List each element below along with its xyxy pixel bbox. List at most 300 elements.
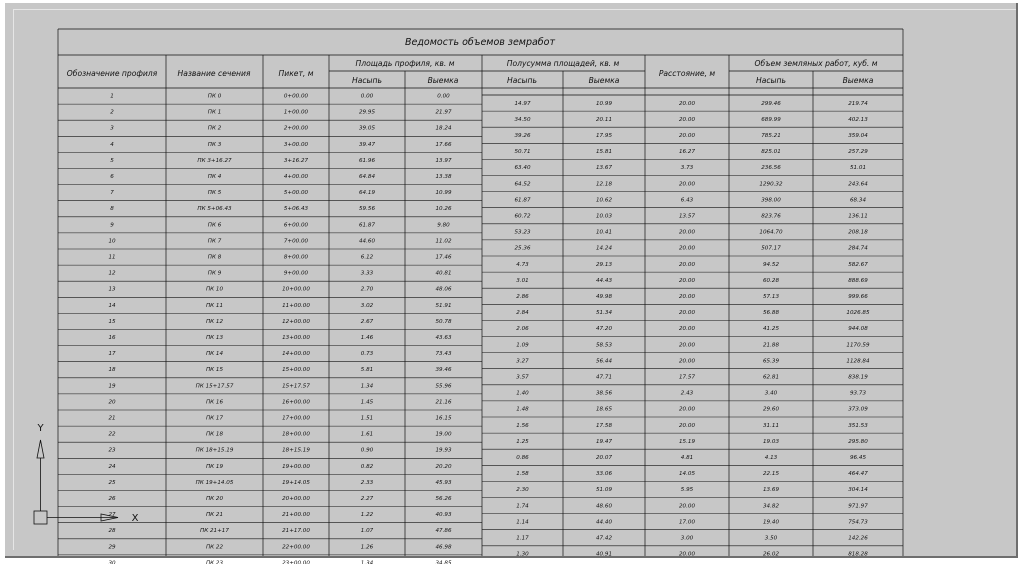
row-halfsum-fill: 64.52: [514, 181, 531, 188]
header-profile: Обозначение профиля: [66, 69, 158, 78]
ucs-axis-icon[interactable]: [34, 440, 118, 524]
row-area-fill: 44.60: [358, 238, 376, 245]
row-number: 16: [108, 335, 116, 341]
row-distance: 20.00: [678, 116, 696, 123]
row-volume-fill: 19.03: [762, 438, 780, 445]
row-area-cut: 21.97: [435, 109, 452, 116]
row-area-fill: 1.26: [360, 544, 374, 551]
row-section: ПК 10: [205, 286, 224, 293]
row-halfsum-fill: 60.72: [514, 213, 531, 220]
row-area-cut: 40.93: [435, 512, 452, 519]
row-piket: 9+00.00: [283, 270, 309, 277]
header-volume-fill: Насыпь: [756, 76, 786, 85]
row-area-fill: 29.95: [358, 109, 376, 116]
row-halfsum-cut: 19.47: [595, 438, 613, 445]
drawing-canvas[interactable]: [5, 3, 1016, 564]
row-piket: 16+00.00: [282, 399, 310, 406]
row-piket: 15+17.57: [282, 383, 310, 390]
row-volume-fill: 1064.70: [759, 229, 783, 236]
row-area-fill: 39.47: [358, 141, 376, 148]
row-halfsum-fill: 4.73: [516, 261, 529, 268]
row-area-fill: 64.19: [358, 190, 376, 197]
row-number: 27: [108, 512, 116, 519]
row-piket: 5+06.43: [283, 206, 309, 213]
row-volume-cut: 944.08: [848, 326, 868, 333]
row-area-fill: 1.34: [360, 383, 374, 390]
row-volume-cut: 93.73: [849, 390, 867, 397]
header-halfsum: Полусумма площадей, кв. м: [506, 59, 620, 68]
row-piket: 21+17.00: [282, 528, 310, 535]
row-area-cut: 16.15: [435, 415, 452, 422]
row-distance: 3.73: [680, 165, 694, 172]
row-area-fill: 61.96: [358, 157, 376, 164]
row-piket: 14+00.00: [282, 351, 310, 358]
row-volume-fill: 26.02: [762, 551, 780, 558]
row-piket: 10+00.00: [282, 286, 310, 293]
row-halfsum-fill: 1.17: [516, 535, 529, 542]
row-number: 26: [108, 496, 116, 502]
row-number: 24: [108, 463, 116, 470]
ucs-y-arrow-icon: [37, 440, 44, 458]
row-distance: 5.95: [680, 487, 694, 494]
row-volume-fill: 823.76: [761, 213, 781, 220]
row-area-cut: 43.63: [435, 335, 452, 341]
row-distance: 20.00: [678, 342, 696, 349]
row-number: 29: [108, 544, 116, 551]
row-halfsum-cut: 10.41: [595, 229, 613, 236]
row-area-fill: 64.84: [358, 174, 376, 180]
row-piket: 22+00.00: [282, 544, 310, 551]
row-piket: 7+00.00: [283, 238, 309, 245]
row-piket: 3+16.27: [283, 157, 309, 164]
row-area-fill: 0.82: [360, 463, 374, 470]
row-area-cut: 20.20: [435, 463, 452, 470]
row-area-cut: 13.38: [435, 174, 452, 180]
row-section: ПК 23: [205, 560, 224, 564]
row-volume-cut: 754.73: [848, 519, 868, 526]
row-piket: 17+00.00: [282, 415, 310, 422]
row-section: ПК 11: [205, 302, 224, 309]
row-section: ПК 16: [205, 399, 224, 406]
row-number: 19: [108, 383, 116, 390]
row-volume-cut: 243.64: [848, 181, 868, 188]
row-halfsum-fill: 2.06: [516, 326, 529, 333]
header-section: Название сечения: [177, 69, 251, 78]
row-volume-fill: 825.01: [761, 149, 781, 156]
row-number: 28: [108, 528, 116, 535]
row-area-cut: 48.06: [435, 286, 452, 293]
row-distance: 20.00: [678, 181, 696, 188]
row-volume-fill: 34.82: [762, 503, 780, 510]
row-section: ПК 1: [207, 109, 222, 116]
row-halfsum-cut: 10.03: [595, 213, 613, 220]
row-number: 21: [108, 415, 116, 422]
row-volume-cut: 136.11: [848, 213, 868, 220]
row-number: 6: [110, 174, 114, 180]
row-halfsum-cut: 40.91: [595, 551, 613, 558]
row-halfsum-fill: 0.86: [516, 455, 529, 461]
row-piket: 21+00.00: [282, 512, 310, 519]
header-area-cut: Выемка: [427, 76, 459, 85]
header-halfsum-fill: Насыпь: [507, 76, 537, 85]
row-halfsum-fill: 1.30: [516, 551, 529, 558]
row-section: ПК 3: [207, 141, 222, 148]
row-halfsum-cut: 17.58: [595, 422, 613, 429]
row-distance: 6.43: [680, 197, 694, 204]
row-halfsum-cut: 33.06: [595, 471, 613, 478]
row-number: 25: [108, 479, 116, 486]
table-title: Ведомость объемов земработ: [404, 37, 556, 48]
row-volume-cut: 257.29: [848, 149, 868, 156]
row-volume-fill: 785.21: [761, 133, 781, 139]
row-number: 7: [110, 190, 114, 197]
row-halfsum-fill: 1.25: [516, 438, 529, 445]
ucs-x-label: X: [131, 513, 139, 524]
row-distance: 20.00: [678, 326, 696, 333]
row-volume-fill: 3.40: [764, 390, 778, 397]
row-number: 8: [110, 206, 114, 213]
header-piket: Пикет, м: [278, 69, 314, 78]
row-halfsum-cut: 17.95: [595, 133, 613, 139]
row-halfsum-fill: 1.48: [516, 406, 529, 413]
row-section: ПК 15+17.57: [195, 383, 234, 390]
row-volume-fill: 41.25: [762, 326, 780, 333]
row-area-fill: 1.45: [360, 399, 374, 406]
row-section: ПК 12: [205, 318, 224, 325]
row-number: 9: [110, 222, 114, 229]
row-area-cut: 17.66: [435, 141, 452, 148]
row-halfsum-cut: 38.56: [595, 390, 613, 397]
row-volume-fill: 60.28: [762, 277, 780, 284]
row-area-fill: 39.05: [358, 125, 376, 132]
row-volume-fill: 57.13: [762, 294, 780, 300]
row-piket: 20+00.00: [282, 496, 310, 502]
row-piket: 8+00.00: [283, 254, 309, 261]
row-volume-cut: 838.19: [848, 374, 868, 381]
row-section: ПК 9: [207, 270, 222, 277]
row-halfsum-fill: 14.97: [514, 100, 531, 107]
row-piket: 6+00.00: [283, 222, 309, 229]
row-halfsum-fill: 1.56: [516, 422, 529, 429]
row-number: 12: [108, 270, 116, 277]
row-volume-fill: 62.81: [762, 374, 780, 381]
row-halfsum-cut: 15.81: [595, 149, 613, 156]
row-halfsum-fill: 63.40: [514, 165, 531, 172]
row-volume-cut: 999.66: [848, 294, 868, 300]
row-volume-cut: 351.53: [848, 422, 868, 429]
row-volume-fill: 13.69: [762, 487, 780, 494]
row-halfsum-fill: 34.50: [514, 116, 531, 123]
row-number: 14: [108, 302, 116, 309]
row-volume-cut: 304.14: [848, 487, 868, 494]
row-area-cut: 19.93: [435, 447, 452, 454]
row-distance: 20.00: [678, 358, 696, 365]
row-number: 1: [110, 93, 114, 100]
row-piket: 13+00.00: [282, 335, 310, 341]
row-area-fill: 2.33: [360, 479, 374, 486]
row-volume-cut: 818.28: [848, 551, 868, 558]
row-section: ПК 7: [207, 238, 222, 245]
row-piket: 3+00.00: [283, 141, 309, 148]
row-volume-cut: 1170.59: [846, 342, 870, 349]
row-halfsum-cut: 12.18: [595, 181, 613, 188]
row-section: ПК 21+17: [200, 528, 229, 535]
row-volume-cut: 219.74: [848, 100, 868, 107]
row-section: ПК 5: [207, 190, 222, 197]
row-halfsum-cut: 10.99: [595, 100, 613, 107]
row-distance: 20.00: [678, 551, 696, 558]
row-piket: 12+00.00: [282, 318, 310, 325]
row-halfsum-cut: 14.24: [595, 245, 613, 252]
row-distance: 13.57: [678, 213, 696, 220]
row-area-cut: 9.80: [437, 222, 450, 229]
row-distance: 20.00: [678, 406, 696, 413]
row-volume-fill: 65.39: [762, 358, 780, 365]
row-halfsum-fill: 2.84: [516, 310, 529, 317]
row-number: 4: [110, 141, 114, 148]
row-halfsum-cut: 58.53: [595, 342, 613, 349]
row-area-fill: 1.61: [360, 431, 374, 438]
row-area-fill: 61.87: [358, 222, 376, 229]
row-area-fill: 1.34: [360, 560, 374, 564]
row-volume-cut: 68.34: [849, 197, 867, 204]
row-halfsum-fill: 3.57: [516, 374, 529, 381]
row-distance: 20.00: [678, 100, 696, 107]
row-section: ПК 18: [205, 431, 224, 438]
row-distance: 14.05: [678, 471, 696, 478]
row-halfsum-fill: 1.14: [516, 519, 529, 526]
row-volume-fill: 29.60: [762, 406, 780, 413]
row-volume-cut: 359.04: [848, 133, 868, 139]
row-halfsum-fill: 3.01: [516, 277, 529, 284]
row-distance: 20.00: [678, 261, 696, 268]
row-distance: 17.57: [678, 374, 696, 381]
row-volume-cut: 1128.84: [846, 358, 870, 365]
row-area-cut: 10.26: [435, 206, 452, 213]
row-number: 10: [108, 238, 116, 245]
row-piket: 23+00.00: [282, 560, 310, 564]
row-number: 11: [108, 254, 116, 261]
row-halfsum-fill: 1.09: [516, 342, 529, 349]
row-number: 18: [108, 367, 116, 374]
row-section: ПК 3+16.27: [197, 157, 232, 164]
row-number: 17: [108, 351, 116, 358]
ucs-y-label: Y: [37, 423, 44, 434]
row-volume-fill: 22.15: [762, 471, 780, 478]
row-volume-cut: 295.80: [848, 438, 868, 445]
row-halfsum-fill: 3.27: [516, 358, 529, 365]
row-piket: 15+00.00: [282, 367, 310, 374]
row-halfsum-fill: 39.26: [514, 133, 531, 139]
row-volume-cut: 464.47: [848, 471, 868, 478]
row-section: ПК 2: [207, 125, 222, 132]
row-volume-fill: 3.50: [764, 535, 778, 542]
row-halfsum-fill: 2.30: [516, 487, 529, 494]
row-distance: 4.81: [680, 455, 694, 461]
row-area-fill: 0.73: [360, 351, 374, 358]
header-area-fill: Насыпь: [352, 76, 382, 85]
row-number: 22: [108, 431, 116, 438]
row-number: 2: [110, 109, 114, 116]
row-section: ПК 13: [205, 335, 224, 341]
row-number: 23: [108, 447, 116, 454]
row-distance: 2.43: [680, 390, 694, 397]
row-area-cut: 51.91: [435, 302, 452, 309]
row-number: 30: [108, 560, 116, 564]
row-halfsum-cut: 13.67: [595, 165, 613, 172]
row-area-fill: 0.90: [360, 447, 374, 454]
row-distance: 20.00: [678, 310, 696, 317]
row-section: ПК 5+06.43: [197, 206, 232, 213]
row-distance: 3.00: [680, 535, 694, 542]
row-area-cut: 50.78: [435, 318, 452, 325]
row-volume-fill: 507.17: [761, 245, 781, 252]
row-area-fill: 3.33: [360, 270, 374, 277]
row-area-cut: 55.96: [435, 383, 452, 390]
row-area-cut: 13.97: [435, 157, 452, 164]
row-volume-cut: 888.69: [848, 277, 868, 284]
row-volume-fill: 236.56: [761, 165, 781, 172]
row-piket: 18+00.00: [282, 431, 310, 438]
row-area-fill: 1.51: [360, 415, 374, 422]
row-distance: 20.00: [678, 294, 696, 300]
row-area-fill: 1.22: [360, 512, 374, 519]
row-section: ПК 8: [207, 254, 222, 261]
row-halfsum-cut: 20.07: [595, 455, 613, 461]
row-halfsum-cut: 47.71: [595, 374, 613, 381]
row-distance: 20.00: [678, 245, 696, 252]
row-number: 13: [108, 286, 116, 293]
row-piket: 4+00.00: [283, 174, 309, 180]
row-section: ПК 19+14.05: [195, 479, 234, 486]
row-volume-fill: 56.88: [762, 310, 780, 317]
row-distance: 17.00: [678, 519, 696, 526]
row-number: 3: [110, 125, 114, 132]
row-volume-fill: 94.52: [762, 261, 780, 268]
row-distance: 20.00: [678, 229, 696, 236]
row-distance: 20.00: [678, 133, 696, 139]
row-area-fill: 2.27: [360, 496, 374, 502]
row-halfsum-cut: 20.11: [595, 116, 613, 123]
row-section: ПК 20: [205, 496, 224, 502]
row-halfsum-cut: 48.60: [595, 503, 613, 510]
row-number: 15: [108, 318, 116, 325]
row-area-cut: 18.24: [435, 125, 452, 132]
row-area-fill: 1.46: [360, 335, 374, 341]
row-section: ПК 0: [207, 93, 222, 100]
row-volume-cut: 96.45: [849, 455, 867, 461]
row-halfsum-fill: 1.58: [516, 471, 529, 478]
row-volume-cut: 402.13: [848, 116, 868, 123]
header-volume-cut: Выемка: [842, 76, 874, 85]
row-halfsum-fill: 1.74: [516, 503, 529, 510]
row-halfsum-fill: 25.36: [514, 245, 531, 252]
row-halfsum-cut: 51.09: [595, 487, 613, 494]
row-volume-cut: 284.74: [848, 245, 868, 252]
row-piket: 19+14.05: [282, 479, 310, 486]
row-volume-cut: 971.97: [848, 503, 868, 510]
row-halfsum-fill: 50.71: [514, 149, 531, 156]
row-halfsum-fill: 1.40: [516, 390, 529, 397]
row-volume-cut: 373.09: [848, 406, 868, 413]
row-area-cut: 46.98: [435, 544, 452, 551]
cad-viewport[interactable]: [5, 3, 1018, 564]
row-distance: 16.27: [678, 149, 696, 156]
row-area-cut: 73.43: [435, 351, 452, 358]
row-area-cut: 34.85: [435, 560, 452, 564]
row-area-fill: 6.12: [360, 254, 374, 261]
row-piket: 0+00.00: [283, 93, 309, 100]
row-section: ПК 22: [205, 544, 224, 551]
row-piket: 19+00.00: [282, 463, 310, 470]
row-volume-fill: 31.11: [762, 422, 780, 429]
header-distance: Расстояние, м: [658, 69, 716, 78]
row-halfsum-cut: 56.44: [595, 358, 613, 365]
row-area-fill: 59.56: [358, 206, 376, 213]
row-halfsum-fill: 53.23: [514, 229, 531, 236]
row-halfsum-cut: 29.13: [595, 261, 613, 268]
row-distance: 20.00: [678, 503, 696, 510]
row-volume-cut: 51.01: [849, 165, 867, 172]
row-distance: 20.00: [678, 277, 696, 284]
row-volume-cut: 208.18: [848, 229, 868, 236]
row-section: ПК 18+15.19: [195, 447, 234, 454]
row-distance: 20.00: [678, 422, 696, 429]
row-area-fill: 2.70: [360, 286, 374, 293]
row-volume-cut: 1026.85: [846, 310, 870, 317]
row-number: 20: [108, 399, 116, 406]
row-volume-fill: 689.99: [761, 116, 781, 123]
row-halfsum-cut: 44.43: [595, 277, 613, 284]
row-volume-fill: 398.00: [761, 197, 781, 204]
row-section: ПК 17: [205, 415, 224, 422]
header-volume: Объем земляных работ, куб. м: [754, 59, 878, 68]
row-area-cut: 47.86: [435, 528, 452, 535]
row-volume-fill: 19.40: [762, 519, 780, 526]
row-section: ПК 15: [205, 367, 224, 374]
row-number: 5: [110, 157, 114, 164]
row-piket: 18+15.19: [282, 447, 310, 454]
row-area-cut: 40.81: [435, 270, 452, 277]
row-volume-fill: 21.88: [762, 342, 780, 349]
row-halfsum-cut: 49.98: [595, 294, 613, 300]
row-piket: 5+00.00: [283, 190, 309, 197]
row-area-cut: 0.00: [437, 93, 450, 100]
row-area-fill: 1.07: [360, 528, 374, 535]
row-volume-cut: 142.26: [848, 535, 868, 542]
row-area-cut: 45.93: [435, 479, 452, 486]
row-volume-fill: 1290.32: [759, 181, 783, 188]
row-area-cut: 10.99: [435, 190, 452, 197]
row-halfsum-cut: 47.20: [595, 326, 613, 333]
row-piket: 2+00.00: [283, 125, 309, 132]
row-area-fill: 3.02: [360, 302, 374, 309]
row-halfsum-fill: 2.86: [516, 294, 529, 300]
row-area-cut: 56.26: [435, 496, 452, 502]
row-area-cut: 11.02: [435, 238, 452, 245]
row-section: ПК 21: [205, 512, 224, 519]
ucs-origin-box: [34, 511, 47, 524]
row-section: ПК 6: [207, 222, 222, 229]
row-halfsum-cut: 44.40: [595, 519, 613, 526]
row-area-fill: 5.81: [360, 367, 374, 374]
row-distance: 15.19: [678, 438, 696, 445]
row-area-cut: 39.46: [435, 367, 452, 374]
row-piket: 11+00.00: [282, 302, 310, 309]
row-area-fill: 2.67: [360, 318, 374, 325]
row-halfsum-cut: 18.65: [595, 406, 613, 413]
row-piket: 1+00.00: [283, 109, 309, 116]
